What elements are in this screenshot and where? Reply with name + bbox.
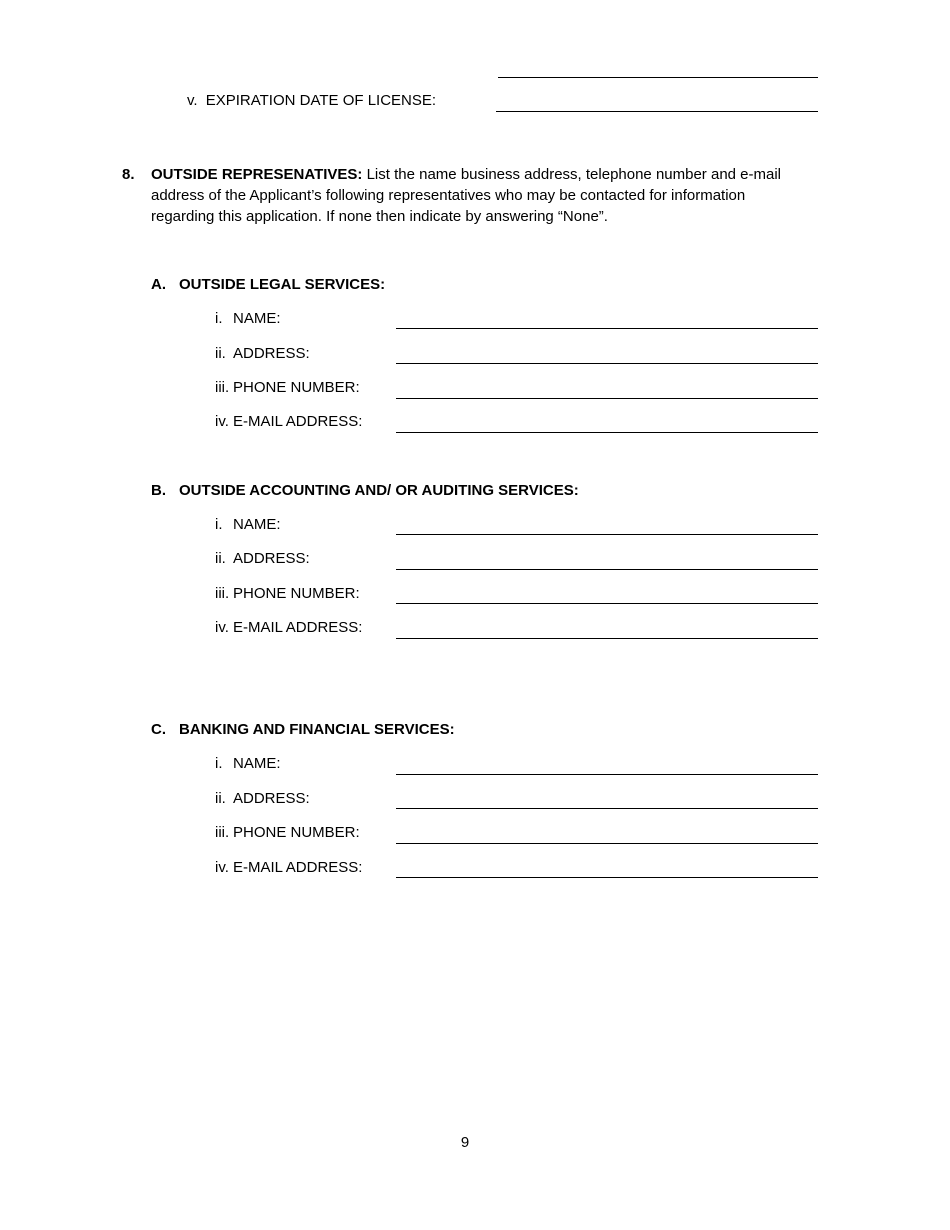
b-name-text: NAME: xyxy=(233,516,281,533)
subsection-c-heading xyxy=(151,721,455,739)
c-address-field[interactable] xyxy=(396,808,818,809)
a-phone-text: PHONE NUMBER: xyxy=(233,379,360,396)
a-email-numeral: iv. xyxy=(215,413,229,430)
subsection-b-title: OUTSIDE ACCOUNTING AND/ OR AUDITING SERVICES: xyxy=(179,482,579,499)
a-phone-label xyxy=(215,379,360,397)
b-address-text: ADDRESS: xyxy=(233,550,310,567)
a-phone-numeral: iii. xyxy=(215,379,230,396)
b-name-numeral: i. xyxy=(215,516,223,533)
license-extra-line xyxy=(498,77,818,78)
c-address-text: ADDRESS: xyxy=(233,790,310,807)
subsection-b-letter: B. xyxy=(151,482,166,499)
c-email-numeral: iv. xyxy=(215,859,229,876)
subsection-a-heading xyxy=(151,276,385,294)
c-name-field[interactable] xyxy=(396,774,818,775)
b-email-text: E-MAIL ADDRESS: xyxy=(233,619,363,636)
subsection-a-title: OUTSIDE LEGAL SERVICES: xyxy=(179,276,386,293)
section8-heading: OUTSIDE REPRESENATIVES: xyxy=(151,166,363,183)
c-email-text: E-MAIL ADDRESS: xyxy=(233,859,363,876)
subsection-c-letter: C. xyxy=(151,721,166,738)
c-address-label xyxy=(215,790,310,808)
a-email-label xyxy=(215,413,362,431)
b-phone-label xyxy=(215,585,360,603)
b-address-label xyxy=(215,550,310,568)
c-phone-numeral: iii. xyxy=(215,824,230,841)
c-email-label xyxy=(215,859,362,877)
c-phone-field[interactable] xyxy=(396,843,818,844)
b-name-label xyxy=(215,516,281,534)
a-phone-field[interactable] xyxy=(396,398,818,399)
subsection-b-heading xyxy=(151,482,579,500)
page-number: 9 xyxy=(460,1134,470,1151)
b-phone-numeral: iii. xyxy=(215,585,230,602)
a-address-label xyxy=(215,345,310,363)
b-address-numeral: ii. xyxy=(215,550,226,567)
c-phone-label xyxy=(215,824,360,842)
c-address-numeral: ii. xyxy=(215,790,226,807)
a-email-text: E-MAIL ADDRESS: xyxy=(233,413,363,430)
section8-paragraph xyxy=(151,164,801,227)
c-name-text: NAME: xyxy=(233,755,281,772)
c-name-label xyxy=(215,755,281,773)
a-address-numeral: ii. xyxy=(215,345,226,362)
b-phone-text: PHONE NUMBER: xyxy=(233,585,360,602)
license-label: EXPIRATION DATE OF LICENSE: xyxy=(205,92,437,109)
subsection-a-letter: A. xyxy=(151,276,166,293)
b-email-label xyxy=(215,619,362,637)
a-name-label xyxy=(215,310,281,328)
b-name-field[interactable] xyxy=(396,534,818,535)
b-email-field[interactable] xyxy=(396,638,818,639)
b-phone-field[interactable] xyxy=(396,603,818,604)
subsection-c-title: BANKING AND FINANCIAL SERVICES: xyxy=(179,721,455,738)
b-email-numeral: iv. xyxy=(215,619,229,636)
license-expiration-field[interactable] xyxy=(496,111,818,112)
a-name-text: NAME: xyxy=(233,310,281,327)
c-phone-text: PHONE NUMBER: xyxy=(233,824,360,841)
section8-text: List the name business address, telephone number and e-mail address of the Applicant’s following representatives who may be contacted for information regarding this application. If none then indicate by answering “None”. xyxy=(151,166,782,225)
a-email-field[interactable] xyxy=(396,432,818,433)
c-name-numeral: i. xyxy=(215,755,223,772)
license-numeral: v. xyxy=(187,92,198,109)
a-address-field[interactable] xyxy=(396,363,818,364)
c-email-field[interactable] xyxy=(396,877,818,878)
section8-number: 8. xyxy=(122,166,135,183)
license-expiration-row xyxy=(187,92,436,110)
a-address-text: ADDRESS: xyxy=(233,345,310,362)
a-name-numeral: i. xyxy=(215,310,223,327)
b-address-field[interactable] xyxy=(396,569,818,570)
a-name-field[interactable] xyxy=(396,328,818,329)
